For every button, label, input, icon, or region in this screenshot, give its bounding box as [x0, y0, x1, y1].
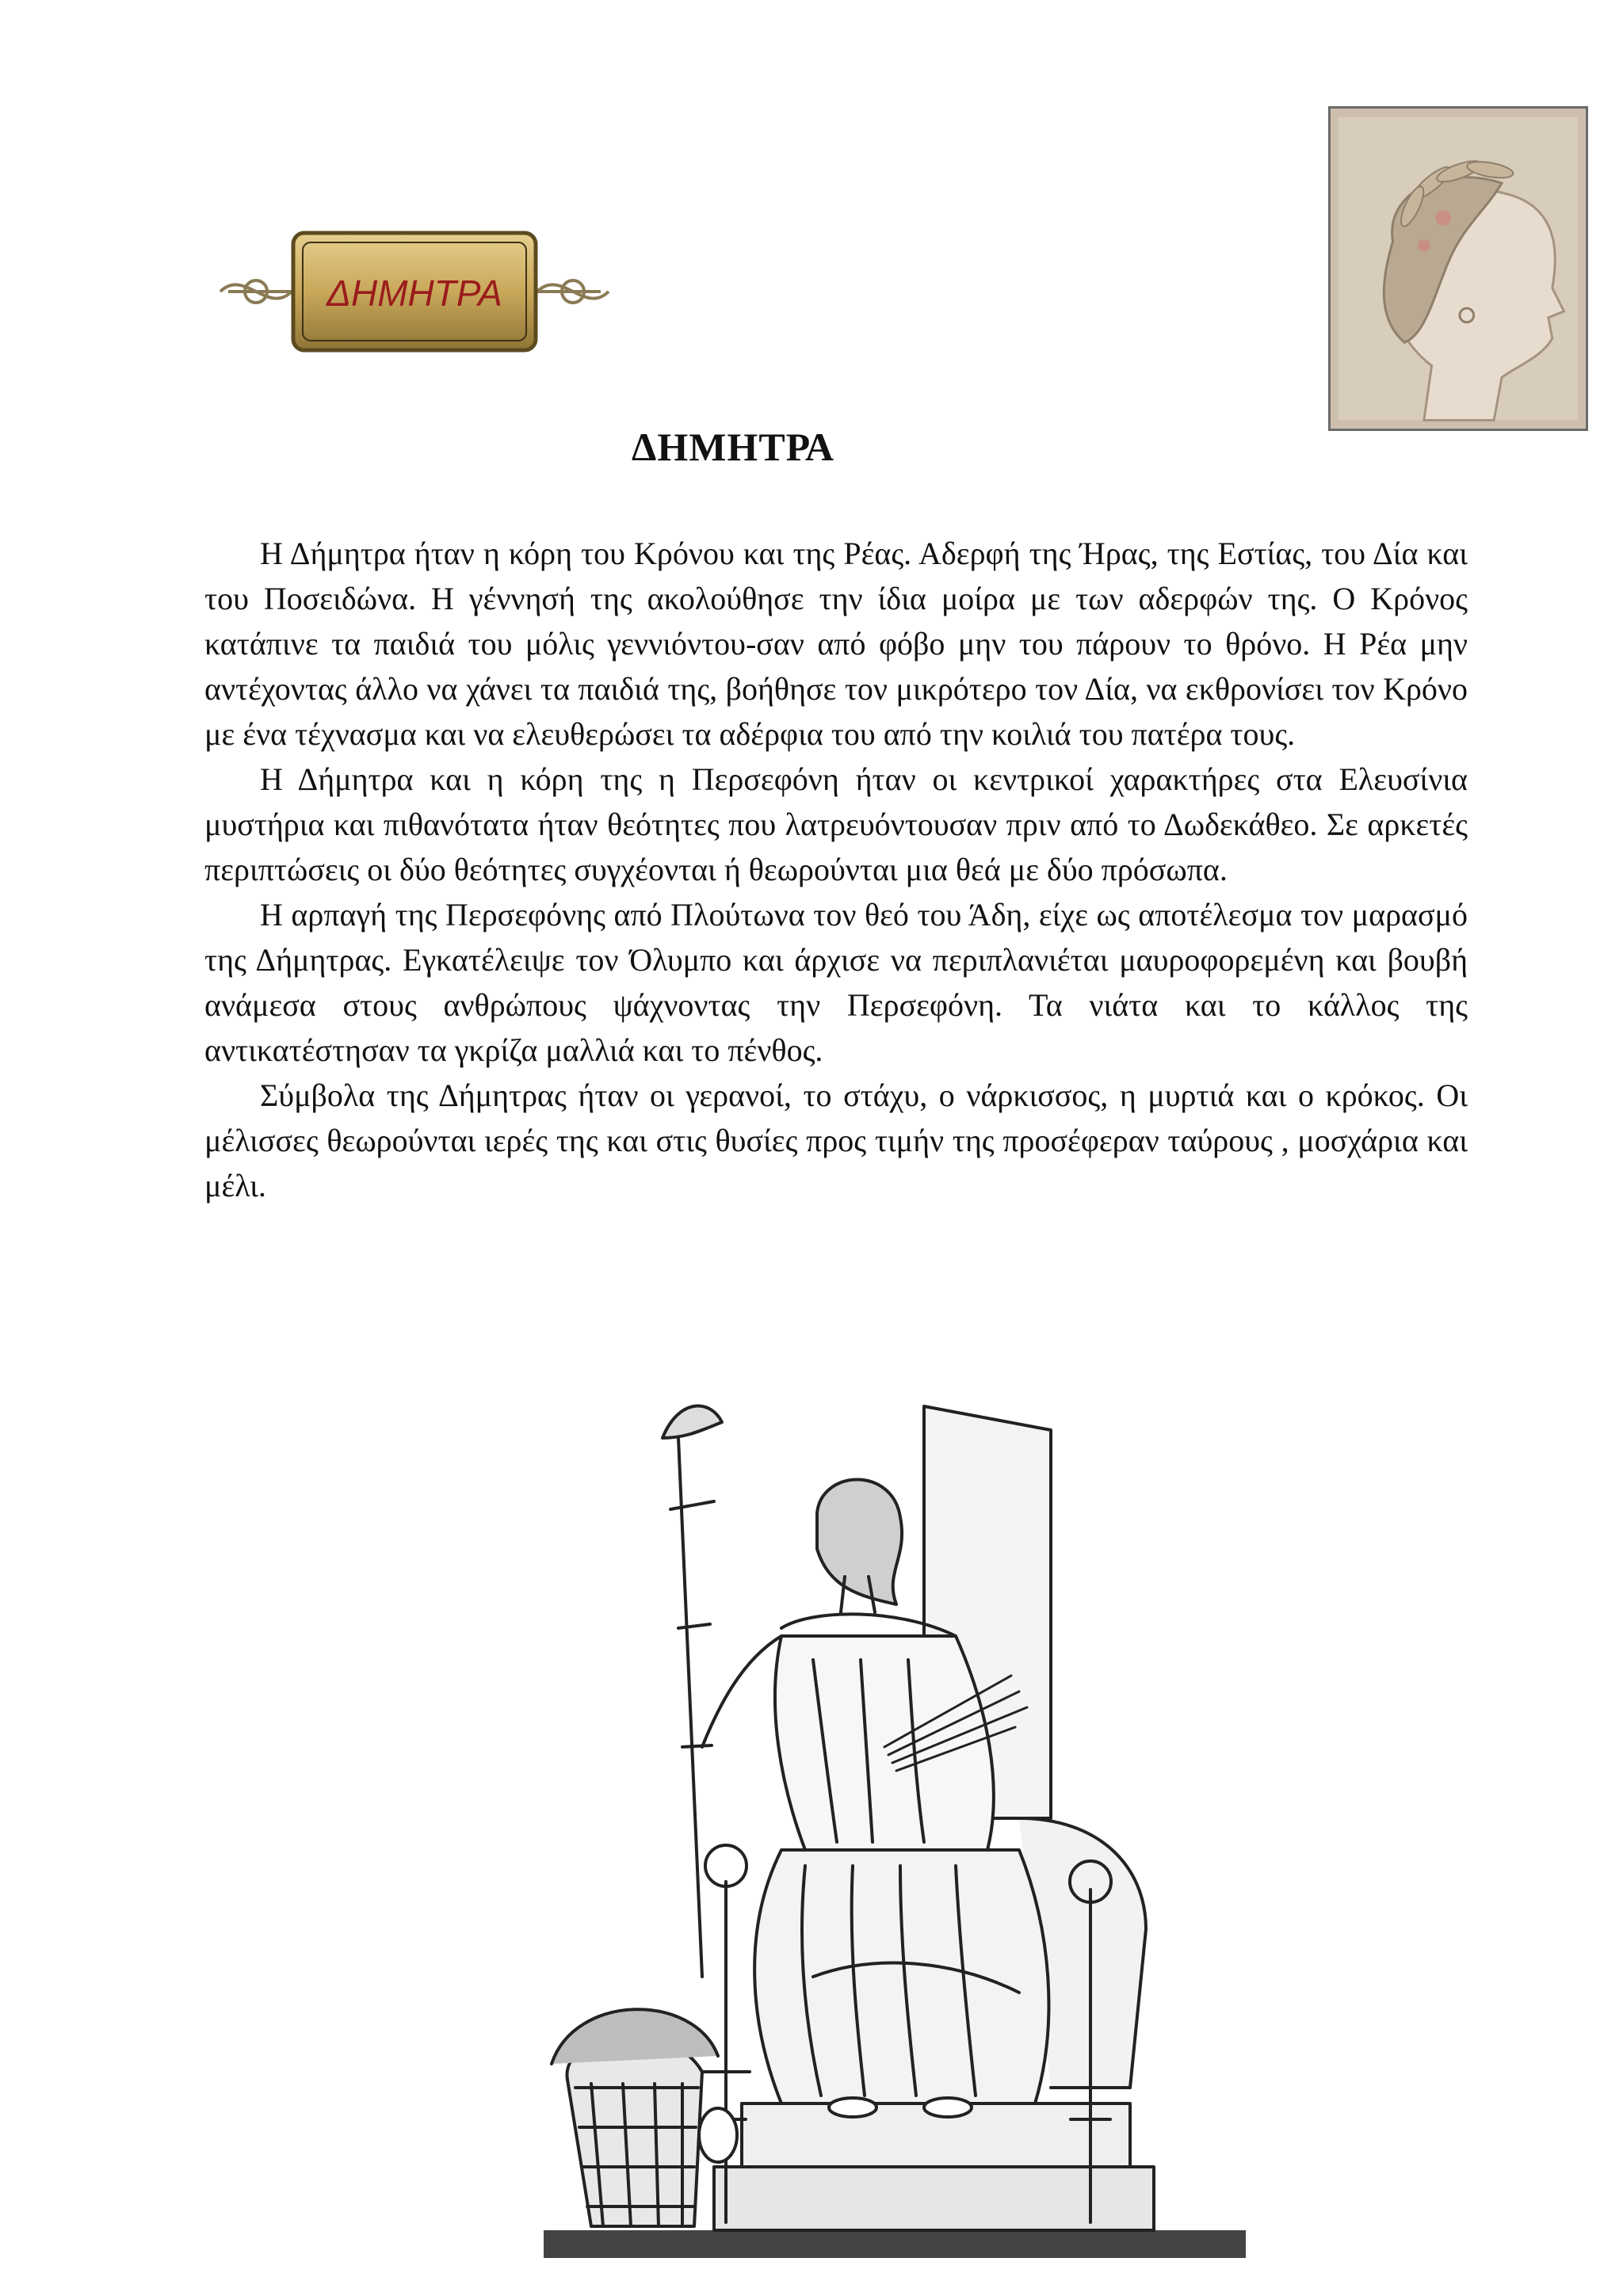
- scroll-ornament-left: [220, 280, 300, 303]
- paragraph: Η Δήμητρα και η κόρη της η Περσεφόνη ήταν οι κεντρικοί χαρακτήρες στα Ελευσίνια μυστήρια και πιθανότατα ήταν θεότητες που λατρευόντουσαν πριν από το Δωδεκάθεο. Σε αρκετές περιπτώσεις οι δύο θεότητες συγχέονται ή θεωρούνται μια θεά με δύο πρόσωπα.: [204, 761, 1468, 887]
- paragraph: Σύμβολα της Δήμητρας ήταν οι γερανοί, το στάχυ, ο νάρκισσος, η μυρτιά και ο κρόκος. Οι μέλισσες θεωρούνται ιερές της και στις θυσίες προς τιμήν της προσέφεραν ταύρους , μοσχάρια και μέλι.: [204, 1077, 1468, 1203]
- demeter-engraving-image: [544, 1375, 1246, 2258]
- banner-text: ΔΗΜΗΤΡΑ: [327, 273, 502, 314]
- body-text: [204, 531, 1468, 1208]
- page-title: ΔΗΜΗΤΡΑ: [632, 425, 834, 469]
- scroll-ornament-right: [529, 280, 609, 303]
- paragraph: Η αρπαγή της Περσεφόνης από Πλούτωνα τον θεό του Άδη, είχε ως αποτέλεσμα τον μαρασμό της Δήμητρας. Εγκατέλειψε τον Όλυμπο και άρχισε να περιπλανιέται μαυροφορεμένη και βουβή ανάμεσα στους ανθρώπους ψάχνοντας την Περσεφόνη. Τα νιάτα και το κάλλος της αντικατέστησαν τα γκρίζα μαλλιά και το πένθος.: [204, 897, 1468, 1068]
- paragraph: Η Δήμητρα ήταν η κόρη του Κρόνου και της Ρέας. Αδερφή της Ήρας, της Εστίας, του Δία και του Ποσειδώνα. Η γέννησή της ακολούθησε την ίδια μοίρα με των αδερφών της. Ο Κρόνος κατάπινε τα παιδιά του μόλις γεννιόντου-σαν από φόβο μην του πάρουν το θρόνο. Η Ρέα μην αντέχοντας άλλο να χάνει τα παιδιά της, βοήθησε τον μικρότερο τον Δία, να εκθρονίσει τον Κρόνο με ένα τέχνασμα και να ελευθερώσει τα αδέρφια του από την κοιλιά του πατέρα τους.: [204, 536, 1468, 752]
- demeter-banner-image: [212, 212, 617, 371]
- relief-portrait-image: [1328, 106, 1588, 431]
